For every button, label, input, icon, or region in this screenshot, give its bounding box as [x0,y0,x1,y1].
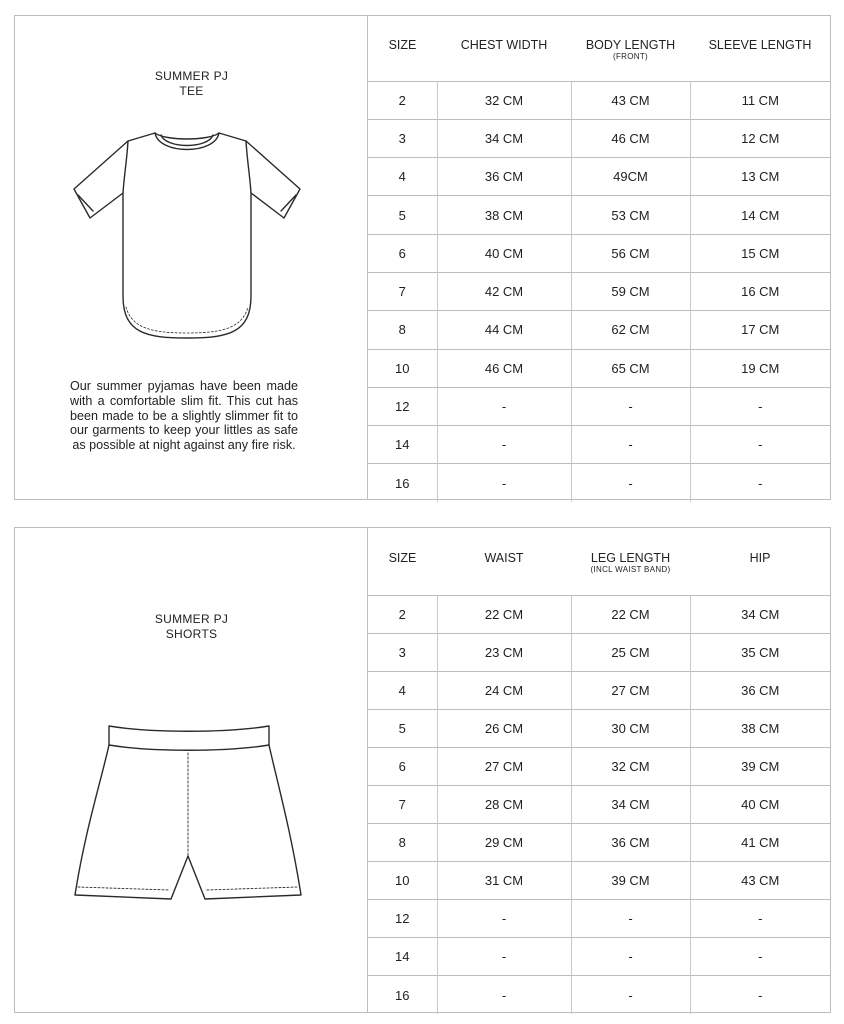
column-header-label: CHEST WIDTH [460,38,548,52]
measurement-cell: - [437,426,571,464]
measurement-cell: - [690,900,830,938]
measurement-cell: 59 CM [571,272,690,310]
table-row [368,158,830,196]
size-cell: 6 [368,234,437,272]
table-row [368,234,830,272]
size-cell: 2 [368,595,437,633]
column-header-label: BODY LENGTH [585,38,676,52]
measurement-cell: 39 CM [690,747,830,785]
measurement-cell: 22 CM [571,595,690,633]
column-header [368,528,437,595]
tee-product-title: SUMMER PJ TEE [154,69,229,98]
shorts-size-chart [14,527,831,1013]
table-row [368,785,830,823]
column-header-label: HIP [749,551,771,565]
table-row [368,938,830,976]
tee-size-table [368,16,830,502]
measurement-cell: - [571,387,690,425]
column-header-label: WAIST [484,551,524,565]
measurement-cell: 27 CM [437,747,571,785]
measurement-cell: 62 CM [571,311,690,349]
measurement-cell: 46 CM [437,349,571,387]
measurement-cell: 16 CM [690,272,830,310]
measurement-cell: 11 CM [690,81,830,119]
measurement-cell: - [571,900,690,938]
table-row [368,633,830,671]
measurement-cell: 43 CM [571,81,690,119]
measurement-cell: 31 CM [437,862,571,900]
size-cell: 16 [368,464,437,502]
measurement-cell: - [690,976,830,1014]
measurement-cell: 39 CM [571,862,690,900]
size-cell: 5 [368,196,437,234]
table-row [368,311,830,349]
measurement-cell: - [690,938,830,976]
measurement-cell: 26 CM [437,709,571,747]
measurement-cell: 28 CM [437,785,571,823]
size-cell: 3 [368,119,437,157]
measurement-cell: 17 CM [690,311,830,349]
measurement-cell: 15 CM [690,234,830,272]
table-row [368,976,830,1014]
measurement-cell: 43 CM [690,862,830,900]
measurement-cell: - [571,464,690,502]
measurement-cell: - [690,426,830,464]
tee-size-chart [14,15,831,500]
table-row [368,900,830,938]
measurement-cell: 34 CM [690,595,830,633]
measurement-cell: 22 CM [437,595,571,633]
table-row [368,747,830,785]
tee-table-body [368,81,830,502]
measurement-cell: 30 CM [571,709,690,747]
column-header-label: LEG LENGTH [590,551,671,565]
measurement-cell: 35 CM [690,633,830,671]
measurement-cell: - [690,387,830,425]
table-row [368,862,830,900]
table-row [368,595,830,633]
measurement-cell: 34 CM [571,785,690,823]
measurement-cell: 36 CM [437,158,571,196]
shorts-size-table [368,528,830,1014]
measurement-cell: 38 CM [690,709,830,747]
size-cell: 12 [368,387,437,425]
measurement-cell: 36 CM [571,824,690,862]
measurement-cell: 13 CM [690,158,830,196]
measurement-cell: - [571,938,690,976]
size-cell: 14 [368,426,437,464]
size-cell: 7 [368,272,437,310]
measurement-cell: 29 CM [437,824,571,862]
measurement-cell: 40 CM [437,234,571,272]
column-header-label: SIZE [388,38,417,52]
table-row [368,464,830,502]
size-cell: 2 [368,81,437,119]
size-cell: 8 [368,311,437,349]
measurement-cell: 27 CM [571,671,690,709]
column-header [437,16,571,81]
column-header [437,528,571,595]
measurement-cell: - [437,464,571,502]
size-cell: 16 [368,976,437,1014]
size-cell: 8 [368,824,437,862]
t-shirt-icon [70,129,304,341]
table-row [368,671,830,709]
shorts-icon [71,721,307,907]
measurement-cell: 40 CM [690,785,830,823]
measurement-cell: 65 CM [571,349,690,387]
column-header-label: SLEEVE LENGTH [708,38,812,52]
header-row [368,528,830,595]
column-header [571,16,690,81]
measurement-cell: 53 CM [571,196,690,234]
measurement-cell: 38 CM [437,196,571,234]
size-cell: 5 [368,709,437,747]
measurement-cell: 41 CM [690,824,830,862]
measurement-cell: 44 CM [437,311,571,349]
measurement-cell: 25 CM [571,633,690,671]
measurement-cell: 12 CM [690,119,830,157]
size-cell: 10 [368,862,437,900]
table-row [368,272,830,310]
product-description: Our summer pyjamas have been made with a comfortable slim fit. This cut has been made to be a slightly slimmer fit to our garments to keep your littles as safe as possible at night against any fire risk. [70,379,298,453]
table-row [368,387,830,425]
measurement-cell: - [571,426,690,464]
measurement-cell: - [690,464,830,502]
size-cell: 7 [368,785,437,823]
size-cell: 10 [368,349,437,387]
size-cell: 4 [368,671,437,709]
measurement-cell: 32 CM [437,81,571,119]
column-header [571,528,690,595]
shorts-table-header [368,528,830,595]
size-cell: 12 [368,900,437,938]
measurement-cell: 36 CM [690,671,830,709]
table-row [368,709,830,747]
measurement-cell: 23 CM [437,633,571,671]
shorts-product-info [15,528,368,1012]
measurement-cell: - [437,387,571,425]
table-row [368,426,830,464]
measurement-cell: 19 CM [690,349,830,387]
table-row [368,824,830,862]
shorts-table-body [368,595,830,1014]
measurement-cell: 14 CM [690,196,830,234]
table-row [368,196,830,234]
measurement-cell: 56 CM [571,234,690,272]
table-row [368,349,830,387]
measurement-cell: 42 CM [437,272,571,310]
column-header-label: SIZE [388,551,417,565]
header-row [368,16,830,81]
measurement-cell: - [437,938,571,976]
measurement-cell: 24 CM [437,671,571,709]
column-header [690,528,830,595]
measurement-cell: 32 CM [571,747,690,785]
size-cell: 14 [368,938,437,976]
table-row [368,81,830,119]
size-cell: 3 [368,633,437,671]
measurement-cell: 34 CM [437,119,571,157]
measurement-cell: - [437,900,571,938]
size-cell: 4 [368,158,437,196]
column-header-note: (FRONT) [613,52,648,61]
size-cell: 6 [368,747,437,785]
measurement-cell: - [437,976,571,1014]
column-header-note: (INCL WAIST BAND) [590,565,671,574]
column-header [368,16,437,81]
measurement-cell: - [571,976,690,1014]
tee-table-header [368,16,830,81]
tee-product-info [15,16,368,499]
measurement-cell: 46 CM [571,119,690,157]
measurement-cell: 49CM [571,158,690,196]
column-header [690,16,830,81]
table-row [368,119,830,157]
shorts-product-title: SUMMER PJ SHORTS [154,612,229,641]
